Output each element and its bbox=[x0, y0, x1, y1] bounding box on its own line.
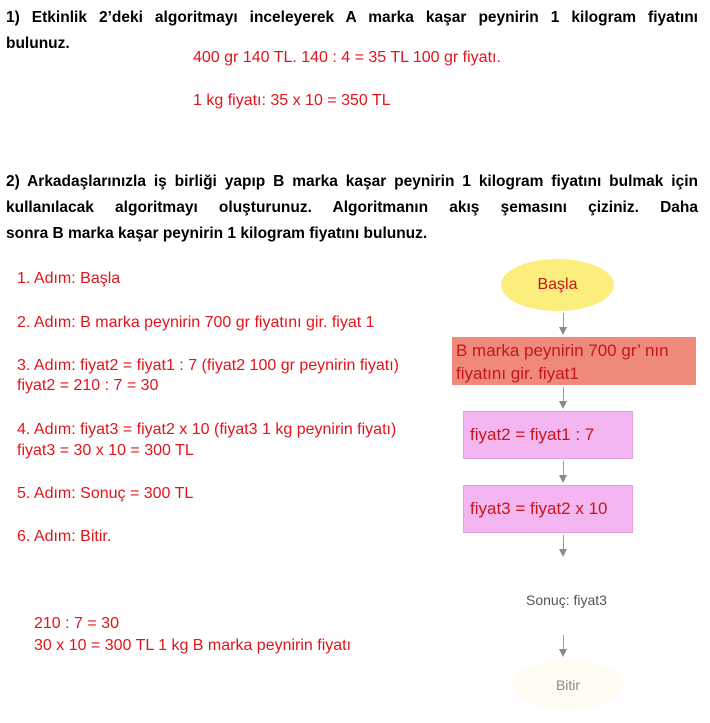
flowchart-start-label: Başla bbox=[537, 276, 578, 293]
flowchart-start bbox=[501, 259, 614, 311]
calc-line-1: 210 : 7 = 30 bbox=[34, 615, 119, 632]
question-1-line-1: 1) Etkinlik 2’deki algoritmayı inceleyerek A marka kaşar peynirin 1 kilogram fiyatını bbox=[6, 9, 698, 26]
flowchart-input bbox=[452, 337, 696, 385]
answer-1-line-2: 1 kg fiyatı: 35 x 10 = 350 TL bbox=[193, 92, 391, 109]
step-1: 1. Adım: Başla bbox=[17, 270, 121, 287]
step-3: 3. Adım: fiyat2 = fiyat1 : 7 (fiyat2 100 gr peynirin fiyatı) bbox=[17, 357, 399, 374]
step-4: 4. Adım: fiyat3 = fiyat2 x 10 (fiyat3 1 kg peynirin fiyatı) bbox=[17, 421, 397, 438]
question-2-line-2: için kullanılacak algoritmayı oluşturunuz. Algoritmanın akış şemasını çiziniz. Daha bbox=[6, 173, 698, 216]
flowchart-process-2 bbox=[463, 485, 633, 533]
step-2: 2. Adım: B marka peynirin 700 gr fiyatını gir. fiyat 1 bbox=[17, 314, 375, 331]
arrow-down-icon bbox=[559, 401, 567, 409]
question-2-line-1: 2) Arkadaşlarınızla iş birliği yapıp B marka kaşar peynirin 1 kilogram fiyatını bulmak bbox=[6, 173, 664, 190]
flowchart-input-line-1: B marka peynirin 700 gr’ nın bbox=[456, 341, 669, 360]
arrow-down-icon bbox=[559, 649, 567, 657]
question-2-line-3: sonra B marka kaşar peynirin 1 kilogram fiyatını bulunuz. bbox=[6, 225, 428, 242]
question-1-line-2: bulunuz. bbox=[6, 35, 70, 52]
flowchart-result: Sonuç: fiyat3 bbox=[526, 592, 607, 608]
arrow-down-icon bbox=[559, 327, 567, 335]
flowchart-end-label: Bitir bbox=[555, 677, 581, 693]
flowchart-end bbox=[512, 660, 624, 710]
flowchart-process-1 bbox=[463, 411, 633, 459]
arrow-down-icon bbox=[559, 549, 567, 557]
step-6: 6. Adım: Bitir. bbox=[17, 528, 112, 545]
step-4-calc: fiyat3 = 30 x 10 = 300 TL bbox=[17, 442, 194, 459]
flowchart-input-line-2: fiyatını gir. fiyat1 bbox=[456, 364, 579, 383]
flowchart-process-2-label: fiyat3 = fiyat2 x 10 bbox=[470, 499, 608, 518]
calc-line-2: 30 x 10 = 300 TL 1 kg B marka peynirin fiyatı bbox=[34, 637, 352, 654]
flowchart bbox=[450, 255, 705, 720]
arrow-down-icon bbox=[559, 475, 567, 483]
step-5: 5. Adım: Sonuç = 300 TL bbox=[17, 485, 194, 502]
flowchart-process-1-label: fiyat2 = fiyat1 : 7 bbox=[470, 425, 595, 444]
step-3-calc: fiyat2 = 210 : 7 = 30 bbox=[17, 377, 159, 394]
answer-1-line-1: 400 gr 140 TL. 140 : 4 = 35 TL 100 gr fiyatı. bbox=[193, 49, 501, 66]
question-2 bbox=[6, 169, 698, 247]
